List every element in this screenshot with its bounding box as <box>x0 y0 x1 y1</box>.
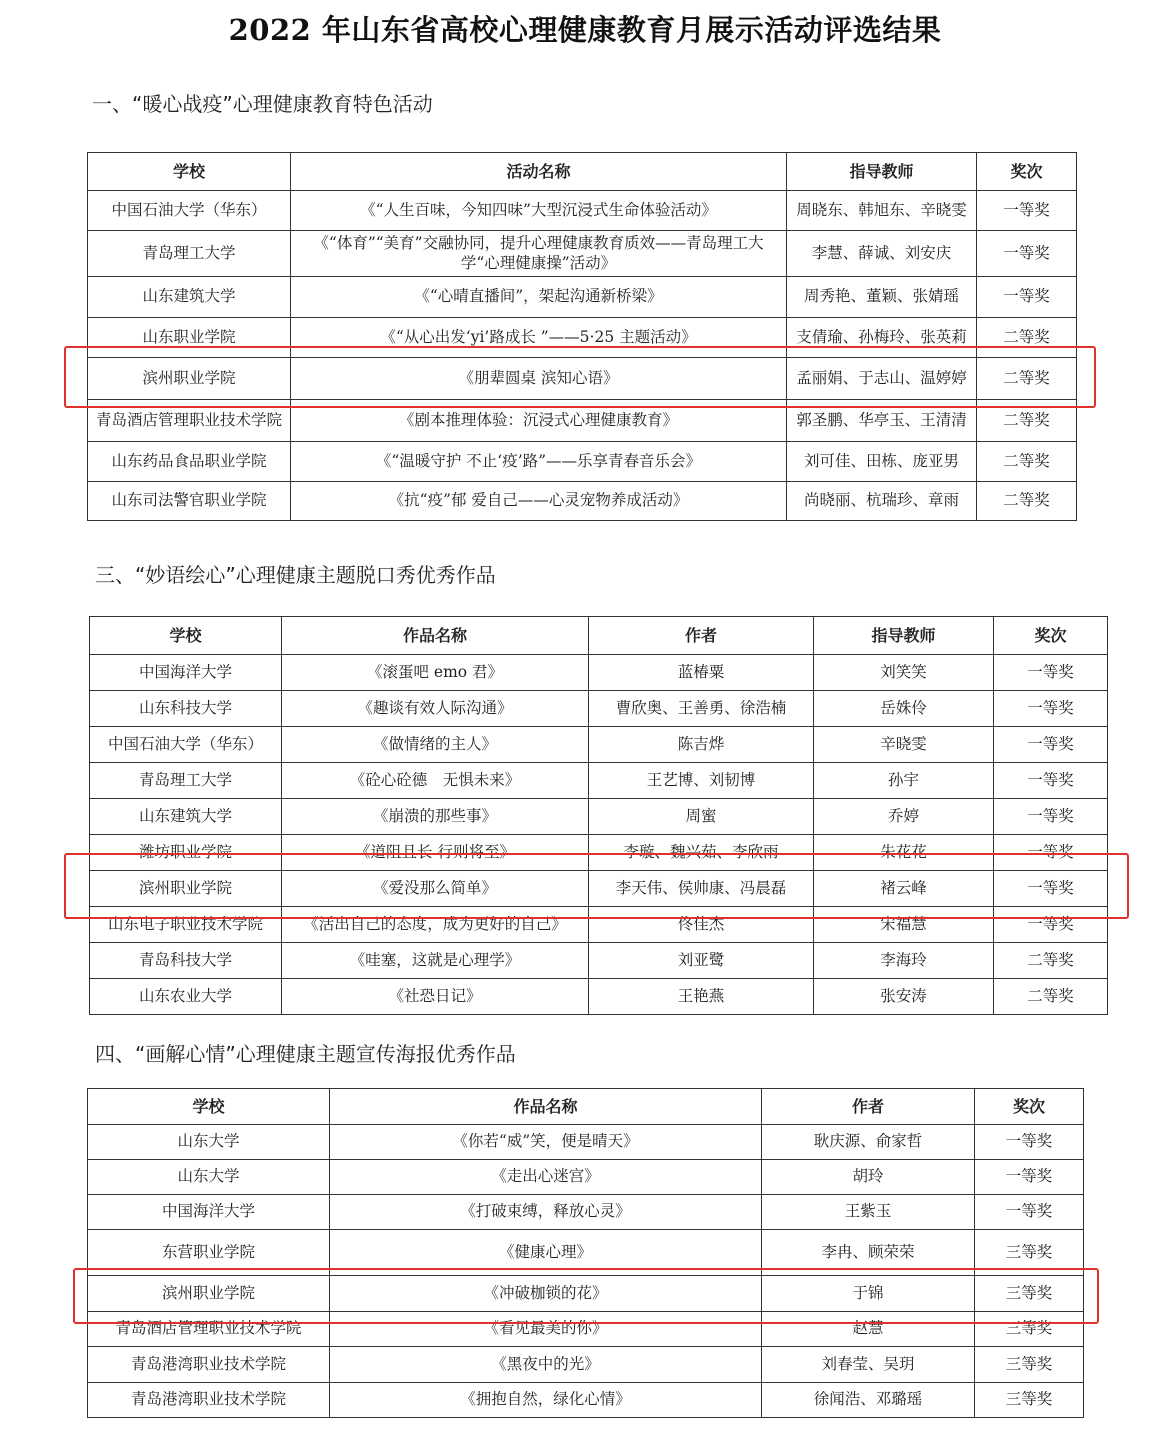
cell-work: 《你若“威”笑，便是晴天》 <box>330 1125 762 1160</box>
cell-award: 一等奖 <box>994 763 1108 799</box>
table-header-row <box>88 153 1077 191</box>
cell-teacher: 张安涛 <box>814 979 994 1015</box>
cell-author: 王艳燕 <box>589 979 814 1015</box>
cell-author: 赵慧 <box>762 1312 975 1347</box>
cell-work: 《社恐日记》 <box>282 979 589 1015</box>
cell-award: 二等奖 <box>994 979 1108 1015</box>
cell-award: 二等奖 <box>977 358 1077 400</box>
cell-award: 一等奖 <box>994 727 1108 763</box>
cell-author: 王艺博、刘韧博 <box>589 763 814 799</box>
cell-teacher: 刘可佳、田栋、庞亚男 <box>787 442 977 482</box>
cell-school: 山东药品食品职业学院 <box>88 442 291 482</box>
cell-award: 一等奖 <box>975 1160 1084 1195</box>
header-school: 学校 <box>88 153 291 191</box>
cell-work: 《健康心理》 <box>330 1230 762 1276</box>
cell-award: 一等奖 <box>994 871 1108 907</box>
cell-work: 《看见最美的你》 <box>330 1312 762 1347</box>
cell-award: 一等奖 <box>977 191 1077 231</box>
cell-school: 青岛理工大学 <box>90 763 282 799</box>
cell-teacher: 周秀艳、董颖、张婧瑶 <box>787 277 977 318</box>
cell-work: 《爱没那么简单》 <box>282 871 589 907</box>
cell-school: 山东建筑大学 <box>88 277 291 318</box>
cell-teacher: 刘笑笑 <box>814 655 994 691</box>
table-row <box>88 1230 1084 1276</box>
section3-table <box>89 616 1108 1015</box>
table-row-highlighted <box>88 358 1077 400</box>
table-row <box>90 835 1108 871</box>
cell-author: 李天伟、侯帅康、冯晨磊 <box>589 871 814 907</box>
cell-author: 周蜜 <box>589 799 814 835</box>
cell-school: 青岛理工大学 <box>88 231 291 277</box>
cell-school: 滨州职业学院 <box>88 358 291 400</box>
table-row <box>88 482 1077 521</box>
cell-activity: 《剧本推理体验：沉浸式心理健康教育》 <box>291 400 787 442</box>
cell-teacher: 孟丽娟、于志山、温婷婷 <box>787 358 977 400</box>
cell-award: 一等奖 <box>975 1195 1084 1230</box>
table-header-row <box>88 1089 1084 1125</box>
section4-table <box>87 1088 1084 1418</box>
cell-activity: 《“从心出发‘yi’路成长 ”——5·25 主题活动》 <box>291 318 787 358</box>
cell-activity: 《“温暖守护 不止‘疫’路”——乐享青春音乐会》 <box>291 442 787 482</box>
table-row <box>88 1195 1084 1230</box>
table-row <box>88 191 1077 231</box>
cell-award: 一等奖 <box>994 835 1108 871</box>
cell-work: 《做情绪的主人》 <box>282 727 589 763</box>
cell-school: 山东建筑大学 <box>90 799 282 835</box>
table-row-highlighted <box>88 1276 1084 1312</box>
cell-award: 三等奖 <box>975 1383 1084 1418</box>
cell-award: 三等奖 <box>975 1312 1084 1347</box>
table-row <box>88 1383 1084 1418</box>
table-row <box>88 400 1077 442</box>
cell-activity: 《“人生百味，今知四味”大型沉浸式生命体验活动》 <box>291 191 787 231</box>
cell-work: 《崩溃的那些事》 <box>282 799 589 835</box>
cell-work: 《砼心砼德 无惧未来》 <box>282 763 589 799</box>
cell-teacher: 郭圣鹏、华亭玉、王清清 <box>787 400 977 442</box>
header-school: 学校 <box>90 617 282 655</box>
cell-teacher: 孙宇 <box>814 763 994 799</box>
cell-teacher: 乔婷 <box>814 799 994 835</box>
cell-teacher: 支倩瑜、孙梅玲、张英莉 <box>787 318 977 358</box>
table-row <box>90 655 1108 691</box>
table-row <box>90 979 1108 1015</box>
cell-school: 中国海洋大学 <box>88 1195 330 1230</box>
cell-school: 滨州职业学院 <box>90 871 282 907</box>
cell-school: 山东司法警官职业学院 <box>88 482 291 521</box>
cell-work: 《走出心迷宫》 <box>330 1160 762 1195</box>
cell-work: 《活出自己的态度，成为更好的自己》 <box>282 907 589 943</box>
cell-activity: 《抗“疫”郁 爱自己——心灵宠物养成活动》 <box>291 482 787 521</box>
table-row <box>88 1160 1084 1195</box>
table-row <box>90 727 1108 763</box>
header-teacher: 指导教师 <box>787 153 977 191</box>
table-row <box>90 763 1108 799</box>
cell-author: 陈吉烨 <box>589 727 814 763</box>
cell-author: 王紫玉 <box>762 1195 975 1230</box>
cell-teacher: 宋福慧 <box>814 907 994 943</box>
cell-award: 二等奖 <box>977 482 1077 521</box>
table-row <box>88 231 1077 277</box>
cell-award: 一等奖 <box>994 691 1108 727</box>
cell-school: 青岛港湾职业技术学院 <box>88 1347 330 1383</box>
header-award: 奖次 <box>975 1089 1084 1125</box>
cell-school: 山东电子职业技术学院 <box>90 907 282 943</box>
cell-school: 滨州职业学院 <box>88 1276 330 1312</box>
header-school: 学校 <box>88 1089 330 1125</box>
section1-table <box>87 152 1077 521</box>
table-row <box>88 1347 1084 1383</box>
table-row-highlighted <box>90 871 1108 907</box>
cell-teacher: 褚云峰 <box>814 871 994 907</box>
cell-author: 刘亚鹭 <box>589 943 814 979</box>
header-work: 作品名称 <box>282 617 589 655</box>
cell-school: 山东科技大学 <box>90 691 282 727</box>
cell-school: 中国石油大学（华东） <box>90 727 282 763</box>
header-work: 作品名称 <box>330 1089 762 1125</box>
section3-heading: 三、“妙语绘心”心理健康主题脱口秀优秀作品 <box>95 563 496 587</box>
cell-teacher: 李慧、薛诚、刘安庆 <box>787 231 977 277</box>
cell-school: 青岛酒店管理职业技术学院 <box>88 400 291 442</box>
header-award: 奖次 <box>994 617 1108 655</box>
cell-award: 一等奖 <box>975 1125 1084 1160</box>
cell-award: 二等奖 <box>994 943 1108 979</box>
cell-work: 《哇塞，这就是心理学》 <box>282 943 589 979</box>
cell-teacher: 尚晓丽、杭瑞珍、章雨 <box>787 482 977 521</box>
cell-activity: 《“心晴直播间”，架起沟通新桥梁》 <box>291 277 787 318</box>
cell-author: 耿庆源、俞家哲 <box>762 1125 975 1160</box>
cell-work: 《打破束缚，释放心灵》 <box>330 1195 762 1230</box>
cell-school: 青岛科技大学 <box>90 943 282 979</box>
cell-school: 山东农业大学 <box>90 979 282 1015</box>
cell-award: 二等奖 <box>977 400 1077 442</box>
cell-school: 潍坊职业学院 <box>90 835 282 871</box>
section4-heading: 四、“画解心情”心理健康主题宣传海报优秀作品 <box>95 1042 516 1066</box>
cell-award: 二等奖 <box>977 318 1077 358</box>
cell-award: 三等奖 <box>975 1347 1084 1383</box>
cell-author: 蓝椿粟 <box>589 655 814 691</box>
table-row <box>88 318 1077 358</box>
cell-activity: 《朋辈圆桌 滨知心语》 <box>291 358 787 400</box>
table-row <box>88 1312 1084 1347</box>
cell-school: 中国石油大学（华东） <box>88 191 291 231</box>
table-row <box>88 442 1077 482</box>
cell-author: 李冉、顾荣荣 <box>762 1230 975 1276</box>
cell-author: 徐闻浩、邓璐瑶 <box>762 1383 975 1418</box>
cell-school: 山东职业学院 <box>88 318 291 358</box>
table-header-row <box>90 617 1108 655</box>
cell-work: 《黑夜中的光》 <box>330 1347 762 1383</box>
cell-activity: 《“体育”“美育”交融协同，提升心理健康教育质效——青岛理工大学“心理健康操”活动》 <box>291 231 787 277</box>
cell-author: 于锦 <box>762 1276 975 1312</box>
cell-work: 《拥抱自然，绿化心情》 <box>330 1383 762 1418</box>
cell-teacher: 辛晓雯 <box>814 727 994 763</box>
cell-award: 一等奖 <box>994 655 1108 691</box>
cell-school: 青岛港湾职业技术学院 <box>88 1383 330 1418</box>
header-author: 作者 <box>762 1089 975 1125</box>
cell-award: 一等奖 <box>977 231 1077 277</box>
table-row <box>90 691 1108 727</box>
cell-author: 曹欣奥、王善勇、徐浩楠 <box>589 691 814 727</box>
cell-work: 《滚蛋吧 emo 君》 <box>282 655 589 691</box>
cell-author: 李璇、魏兴茹、李欣雨 <box>589 835 814 871</box>
page-title: 2022 年山东省高校心理健康教育月展示活动评选结果 <box>228 13 942 47</box>
cell-award: 二等奖 <box>977 442 1077 482</box>
header-activity: 活动名称 <box>291 153 787 191</box>
cell-author: 佟佳杰 <box>589 907 814 943</box>
cell-school: 青岛酒店管理职业技术学院 <box>88 1312 330 1347</box>
cell-teacher: 岳姝伶 <box>814 691 994 727</box>
table-row <box>90 943 1108 979</box>
cell-work: 《趣谈有效人际沟通》 <box>282 691 589 727</box>
cell-school: 山东大学 <box>88 1125 330 1160</box>
cell-teacher: 周晓东、韩旭东、辛晓雯 <box>787 191 977 231</box>
cell-school: 山东大学 <box>88 1160 330 1195</box>
cell-award: 三等奖 <box>975 1276 1084 1312</box>
cell-award: 三等奖 <box>975 1230 1084 1276</box>
cell-work: 《冲破枷锁的花》 <box>330 1276 762 1312</box>
cell-teacher: 朱花花 <box>814 835 994 871</box>
cell-award: 一等奖 <box>994 799 1108 835</box>
table-row <box>88 277 1077 318</box>
header-author: 作者 <box>589 617 814 655</box>
table-row <box>88 1125 1084 1160</box>
cell-award: 一等奖 <box>994 907 1108 943</box>
header-teacher: 指导教师 <box>814 617 994 655</box>
cell-author: 胡玲 <box>762 1160 975 1195</box>
table-row <box>90 799 1108 835</box>
cell-work: 《道阻且长 行则将至》 <box>282 835 589 871</box>
cell-school: 中国海洋大学 <box>90 655 282 691</box>
header-award: 奖次 <box>977 153 1077 191</box>
cell-author: 刘春莹、吴玥 <box>762 1347 975 1383</box>
cell-school: 东营职业学院 <box>88 1230 330 1276</box>
section1-heading: 一、“暖心战疫”心理健康教育特色活动 <box>92 92 433 116</box>
cell-teacher: 李海玲 <box>814 943 994 979</box>
table-row <box>90 907 1108 943</box>
cell-award: 一等奖 <box>977 277 1077 318</box>
